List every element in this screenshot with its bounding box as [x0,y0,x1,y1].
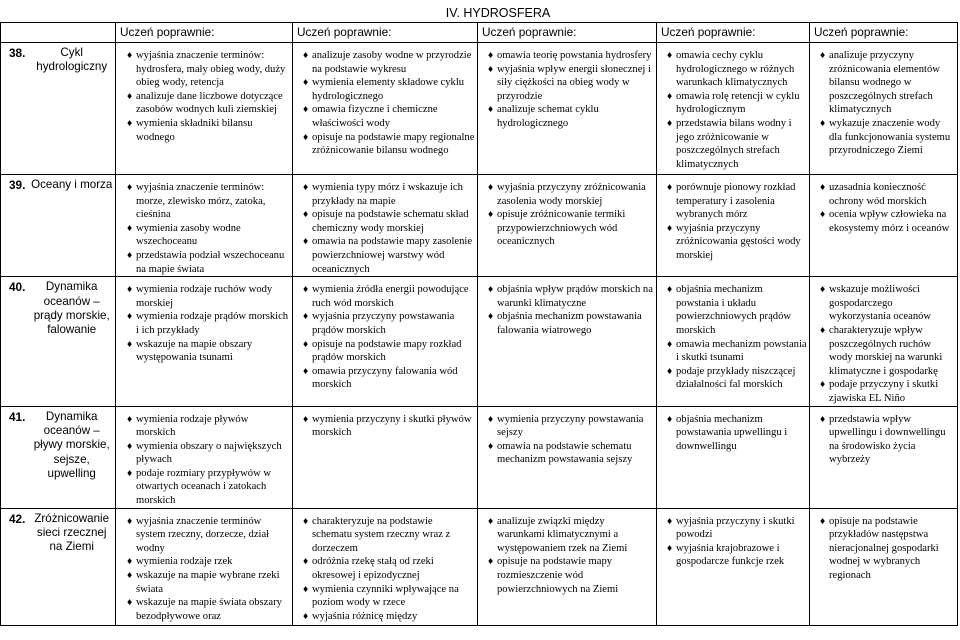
requirement-item: ♦ wyjaśnia krajobrazowe i gospodarcze funkcje rzek [663,542,809,569]
requirement-item: ♦ wymienia rodzaje ruchów wody morskiej [123,283,292,310]
lesson-number: 38. [9,46,26,60]
requirement-item: ♦ analizuje schemat cyklu hydrologicznego [484,103,656,130]
lesson-number: 39. [9,178,26,192]
requirements-list [657,283,809,392]
requirement-item: ♦ wymienia składniki bilansu wodnego [123,117,292,144]
requirement-item: ♦ wskazuje na mapie wybrane rzeki świata [123,569,292,596]
requirement-item: ♦ wymienia przyczyny i skutki pływów morskich [299,413,477,440]
requirement-item: ♦ przedstawia bilans wodny i jego zróżnicowanie w poszczególnych strefach klimatycznych [663,117,809,171]
requirement-item: ♦ omawia przyczyny falowania wód morskich [299,365,477,392]
requirement-item: ♦ wykazuje znaczenie wody dla funkcjonowania systemu przyrodniczego Ziemi [816,117,957,158]
section-title [0,6,960,22]
requirement-item: ♦ wymienia typy mórz i wskazuje ich przykłady na mapie [299,181,477,208]
requirements-cell [478,406,657,508]
requirement-item: ♦ omawia na podstawie mapy zasolenie powierzchniowej warstwy wód oceanicznych [299,235,477,276]
table-row [1,277,958,406]
header-cell: Uczeń poprawnie: [657,23,810,43]
requirement-item: ♦ objaśnia mechanizm powstania i układu powierzchniowych prądów morskich [663,283,809,337]
requirement-item: ♦ wymienia rodzaje pływów morskich [123,413,292,440]
requirement-item: ♦ przedstawia podział wszechoceanu na mapie świata [123,249,292,276]
header-row [1,23,958,43]
requirements-cell [293,277,478,406]
topic-cell [1,43,116,175]
requirement-item: ♦ podaje przyczyny i skutki zjawiska EL Niño [816,378,957,405]
requirements-list [478,181,656,249]
requirement-item: ♦ omawia cechy cyklu hydrologicznego w różnych warunkach klimatycznych [663,49,809,90]
requirement-item: ♦ wyjaśnia przyczyny zróżnicowania gęstości wody morskiej [663,222,809,263]
requirement-item: ♦ przedstawia wpływ upwellingu i downwellingu na środowisko życia wybrzeży [816,413,957,467]
requirements-list [657,515,809,569]
requirements-list [116,413,292,508]
curriculum-table [0,22,958,626]
requirement-item: ♦ wymienia zasoby wodne wszechoceanu [123,222,292,249]
requirement-item: ♦ objaśnia wpływ prądów morskich na warunki klimatyczne [484,283,656,310]
requirements-cell [478,277,657,406]
header-cell: Uczeń poprawnie: [116,23,293,43]
requirement-item: ♦ opisuje zróżnicowanie termiki przypowierzchniowych wód oceanicznych [484,208,656,249]
requirements-list [657,181,809,263]
requirement-item: ♦ objaśnia mechanizm powstawania falowania wiatrowego [484,310,656,337]
requirement-item: ♦ opisuje na podstawie schematu skład chemiczny wody morskiej [299,208,477,235]
lesson-number: 42. [9,511,26,526]
requirement-item: ♦ charakteryzuje wpływ poszczególnych ruchów wody morskiej na warunki klimatyczne i gospodarkę [816,324,957,378]
requirement-item: ♦ opisuje na podstawie mapy rozkład prądów morskich [299,338,477,365]
requirement-item: ♦ wyjaśnia znaczenie terminów: hydrosfera, mały obieg wody, duży obieg wody, retencja [123,49,292,90]
requirement-item: ♦ omawia mechanizm powstania i skutki tsunami [663,338,809,365]
requirements-cell [116,277,293,406]
requirement-item: ♦ wymienia czynniki wpływające na poziom wody w rzece [299,583,477,610]
topic-cell [1,406,116,508]
requirement-item: ♦ porównuje pionowy rozkład temperatury i zasolenia wybranych mórz [663,181,809,222]
topic-cell [1,175,116,277]
lesson-number: 41. [9,409,26,424]
requirements-list [478,515,656,597]
requirements-cell [810,43,958,175]
requirements-cell [810,277,958,406]
topic-cell [1,508,116,625]
requirement-item: ♦ wymienia przyczyny powstawania sejszy [484,413,656,440]
requirements-list [116,283,292,365]
requirements-cell [293,43,478,175]
requirements-list [810,413,957,467]
requirement-item: ♦ opisuje na podstawie przykładów następstwa nieracjonalnej gospodarki wodnej w wybranych regionach [816,515,957,583]
requirement-item: ♦ wyjaśnia przyczyny zróżnicowania zasolenia wody morskiej [484,181,656,208]
header-cell: Uczeń poprawnie: [810,23,958,43]
requirement-item: ♦ omawia rolę retencji w cyklu hydrologicznym [663,90,809,117]
requirements-cell [116,43,293,175]
requirements-cell [293,175,478,277]
table-row [1,43,958,175]
requirement-item: ♦ podaje rozmiary przypływów w otwartych oceanach i zatokach morskich [123,467,292,508]
lesson-title: Zróżnicowanie sieci rzecznej na Ziemi [34,511,110,554]
requirements-list [116,49,292,144]
requirements-cell [116,175,293,277]
requirements-cell [657,175,810,277]
requirements-cell [657,277,810,406]
requirement-item: ♦ wskazuje na mapie obszary występowania tsunami [123,338,292,365]
header-cell: Uczeń poprawnie: [293,23,478,43]
requirements-list [478,413,656,467]
requirements-cell [478,175,657,277]
requirement-item: ♦ wyjaśnia przyczyny i skutki powodzi [663,515,809,542]
requirements-list [116,515,292,624]
header-cell: Uczeń poprawnie: [478,23,657,43]
requirements-cell [478,43,657,175]
requirements-list [478,283,656,337]
lesson-title: Dynamika oceanów – prądy morskie, falowanie [33,280,110,337]
requirement-item: ♦ omawia fizyczne i chemiczne właściwości wody [299,103,477,130]
requirement-item: ♦ analizuje związki między warunkami klimatycznymi a występowaniem rzek na Ziemi [484,515,656,556]
requirement-item: ♦ analizuje przyczyny zróżnicowania elementów bilansu wodnego w poszczególnych strefach klimatycznych [816,49,957,117]
requirement-item: ♦ wyjaśnia wpływ energii słonecznej i siły ciężkości na obieg wody w przyrodzie [484,63,656,104]
header-empty-cell [1,23,116,43]
table-row [1,406,958,508]
lesson-title: Oceany i morza [31,178,113,191]
requirement-item: ♦ analizuje dane liczbowe dotyczące zasobów wodnych kuli ziemskiej [123,90,292,117]
requirements-list [478,49,656,131]
requirement-item: ♦ analizuje zasoby wodne w przyrodzie na podstawie wykresu [299,49,477,76]
requirement-item: ♦ wymienia źródła energii powodujące ruch wód morskich [299,283,477,310]
requirements-list [293,515,477,624]
requirement-item: ♦ uzasadnia konieczność ochrony wód morskich [816,181,957,208]
requirements-cell [116,406,293,508]
requirements-cell [657,406,810,508]
requirement-item: ♦ wskazuje na mapie świata obszary bezodpływowe oraz [123,596,292,623]
requirement-item: ♦ wyjaśnia przyczyny powstawania prądów morskich [299,310,477,337]
requirements-list [293,283,477,392]
requirements-list [293,49,477,158]
requirements-list [810,49,957,158]
requirements-cell [293,508,478,625]
requirement-item: ♦ wymienia rodzaje prądów morskich i ich przykłady [123,310,292,337]
requirement-item: ♦ omawia na podstawie schematu mechanizm powstawania sejszy [484,440,656,467]
lesson-number: 40. [9,280,26,295]
requirement-item: ♦ opisuje na podstawie mapy regionalne zróżnicowanie bilansu wodnego [299,131,477,158]
requirement-item: ♦ wyjaśnia różnicę między [299,610,477,624]
requirements-cell [657,508,810,625]
requirements-list [657,413,809,454]
requirements-list [657,49,809,171]
requirement-item: ♦ opisuje na podstawie mapy rozmieszczenie wód powierzchniowych na Ziemi [484,555,656,596]
requirements-list [810,515,957,583]
requirement-item: ♦ charakteryzuje na podstawie schematu system rzeczny wraz z dorzeczem [299,515,477,556]
lesson-title: Dynamika oceanów – pływy morskie, sejsze, upwelling [33,409,110,481]
table-row [1,508,958,625]
requirement-item: ♦ wyjaśnia znaczenie terminów: morze, zlewisko mórz, zatoka, cieśnina [123,181,292,222]
requirements-list [810,181,957,235]
requirement-item: ♦ wymienia rodzaje rzek [123,555,292,569]
section-title-text: IV. HYDROSFERA [445,6,551,20]
requirements-list [810,283,957,405]
requirements-cell [657,43,810,175]
requirement-item: ♦ ocenia wpływ człowieka na ekosystemy mórz i oceanów [816,208,957,235]
requirements-cell [810,508,958,625]
requirement-item: ♦ wymienia elementy składowe cyklu hydrologicznego [299,76,477,103]
requirement-item: ♦ wskazuje możliwości gospodarczego wykorzystania oceanów [816,283,957,324]
requirements-list [116,181,292,276]
requirement-item: ♦ wymienia obszary o największych pływach [123,440,292,467]
requirement-item: ♦ podaje przykłady niszczącej działalności fal morskich [663,365,809,392]
requirements-cell [810,406,958,508]
requirement-item: ♦ omawia teorię powstania hydrosfery [484,49,656,63]
requirements-cell [293,406,478,508]
requirement-item: ♦ wyjaśnia znaczenie terminów system rzeczny, dorzecze, dział wodny [123,515,292,556]
requirements-cell [810,175,958,277]
lesson-title: Cykl hydrologiczny [36,46,108,74]
requirement-item: ♦ objaśnia mechanizm powstawania upwellingu i downwellingu [663,413,809,454]
topic-cell [1,277,116,406]
requirements-cell [116,508,293,625]
requirements-list [293,181,477,276]
requirements-cell [478,508,657,625]
requirements-list [293,413,477,440]
requirement-item: ♦ odróżnia rzekę stałą od rzeki okresowej i epizodycznej [299,555,477,582]
table-row [1,175,958,277]
